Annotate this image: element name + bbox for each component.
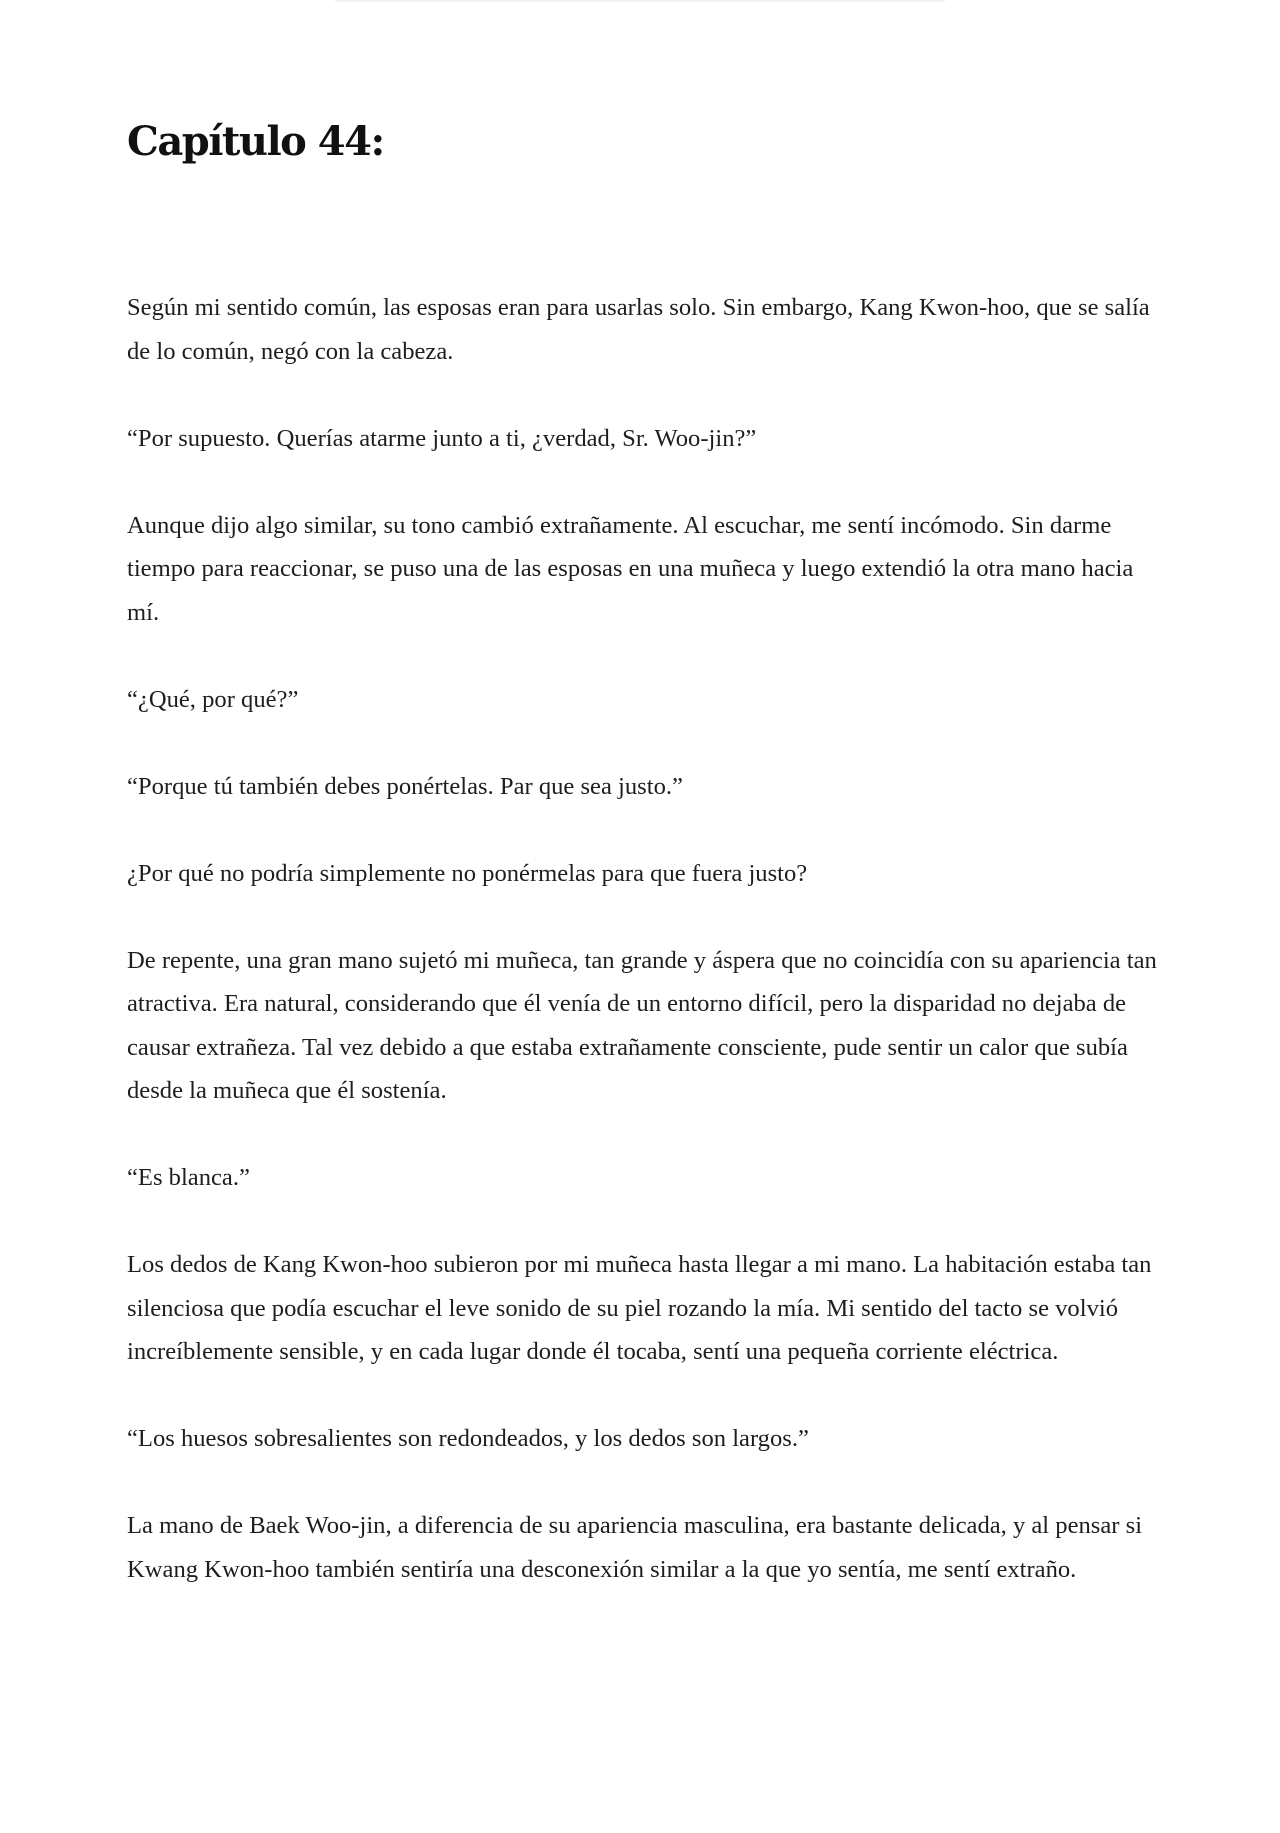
- chapter-title: Capítulo 44:: [127, 118, 384, 165]
- paragraph: ¿Por qué no podría simplemente no ponérmelas para que fuera justo?: [127, 859, 808, 887]
- paragraph: Los dedos de Kang Kwon-hoo subieron por mi muñeca hasta llegar a mi mano. La habitación estaba tan silenciosa que podía escuchar el leve sonido de su piel rozando la mía. Mi sentido del tacto se volvió increíblemente sensible, y en cada lugar donde él tocaba, sentí una pequeña corriente eléctrica.: [127, 1251, 1152, 1365]
- paragraph: La mano de Baek Woo-jin, a diferencia de su apariencia masculina, era bastante delicada, y al pensar si Kwang Kwon-hoo también sentiría una desconexión similar a la que yo sentía, me sentí extraño.: [127, 1512, 1143, 1583]
- paragraph: “Es blanca.”: [127, 1164, 250, 1191]
- paragraph: “Los huesos sobresalientes son redondeados, y los dedos son largos.”: [127, 1425, 809, 1452]
- paragraph: “Porque tú también debes ponértelas. Par que sea justo.”: [127, 772, 683, 800]
- paragraph: “¿Qué, por qué?”: [127, 685, 299, 713]
- paragraph: “Por supuesto. Querías atarme junto a ti, ¿verdad, Sr. Woo-jin?”: [127, 424, 757, 452]
- page-top-edge: [335, 0, 945, 2]
- chapter-body: [127, 286, 1167, 1635]
- paragraph: Aunque dijo algo similar, su tono cambió extrañamente. Al escuchar, me sentí incómodo. Sin darme tiempo para reaccionar, se puso una de las esposas en una muñeca y luego extendió la otra mano hacia mí.: [127, 511, 1134, 626]
- paragraph: De repente, una gran mano sujetó mi muñeca, tan grande y áspera que no coincidía con su apariencia tan atractiva. Era natural, considerando que él venía de un entorno difícil, pero la disparidad no dejaba de causar extrañeza. Tal vez debido a que estaba extrañamente consciente, pude sentir un calor que subía desde la muñeca que él sostenía.: [127, 946, 1157, 1104]
- paragraph: Según mi sentido común, las esposas eran para usarlas solo. Sin embargo, Kang Kwon-hoo, que se salía de lo común, negó con la cabeza.: [127, 294, 1150, 365]
